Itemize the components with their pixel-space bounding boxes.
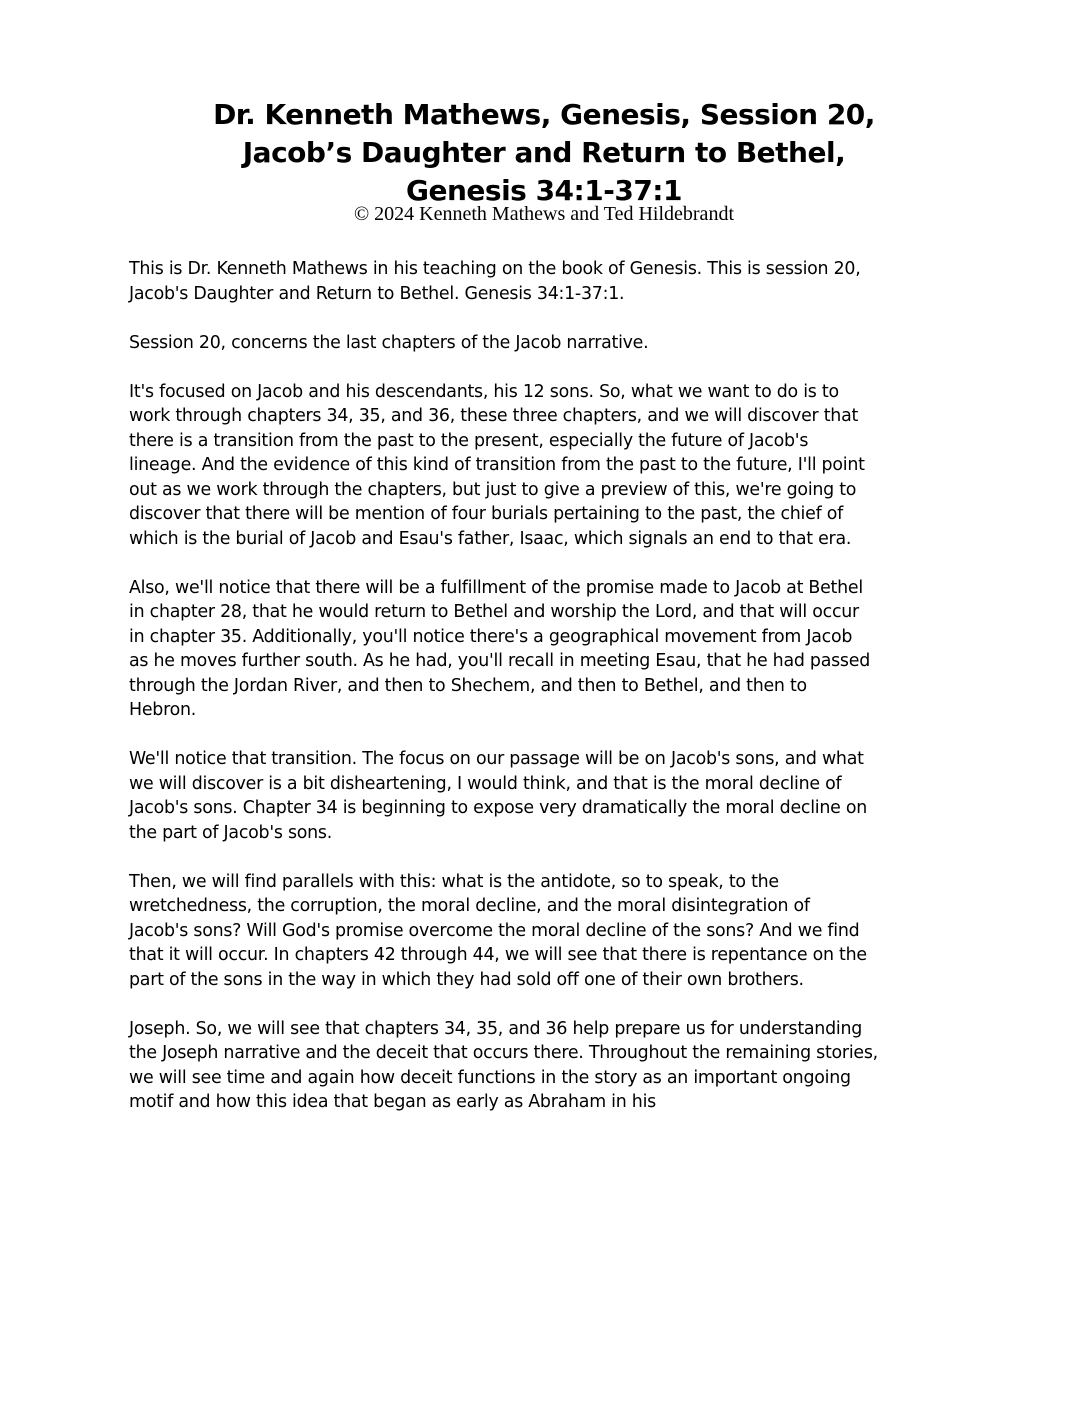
title-line: Dr. Kenneth Mathews, Genesis, Session 20, (213, 98, 875, 131)
paragraph: This is Dr. Kenneth Mathews in his teaching on the book of Genesis. This is session 20, Jacob's Daughter and Return to Bethel. Genesis 34:1-37:1. (129, 259, 861, 304)
paragraph: We'll notice that transition. The focus on our passage will be on Jacob's sons, and what we will discover is a bit disheartening, I would think, and that is the moral decline of Jacob's sons. Chapter 34 is beginning to expose very dramatically the moral decline on the part of Jacob's sons. (129, 749, 868, 843)
body-text (129, 257, 989, 1139)
document-title (0, 96, 1088, 210)
copyright-notice: © 2024 Kenneth Mathews and Ted Hildebrandt (353, 203, 734, 225)
title-line: Jacob’s Daughter and Return to Bethel, (242, 136, 846, 169)
paragraph: It's focused on Jacob and his descendants, his 12 sons. So, what we want to do is to work through chapters 34, 35, and 36, these three chapters, and we will discover that there is a transition from the past to the present, especially the future of Jacob's lineage. And the evidence of this kind of transition from the past to the future, I'll point out as we work through the chapters, but just to give a preview of this, we're going to discover that there will be mention of four burials pertaining to the past, the chief of which is the burial of Jacob and Esau's father, Isaac, which signals an end to that era. (129, 381, 865, 549)
paragraph: Joseph. So, we will see that chapters 34, 35, and 36 help prepare us for understanding the Joseph narrative and the deceit that occurs there. Throughout the remaining stories, we will see time and again how deceit functions in the story as an important ongoing motif and how this idea that began as early as Abraham in his (129, 1018, 878, 1112)
paragraph: Session 20, concerns the last chapters of the Jacob narrative. (129, 332, 649, 353)
paragraph: Then, we will find parallels with this: what is the antidote, so to speak, to the wretchedness, the corruption, the moral decline, and the moral disintegration of Jacob's sons? Will God's promise overcome the moral decline of the sons? And we find that it will occur. In chapters 42 through 44, we will see that there is repentance on the part of the sons in the way in which they had sold off one of their own brothers. (129, 871, 867, 990)
title-line: Genesis 34:1-37:1 (406, 174, 682, 207)
paragraph: Also, we'll notice that there will be a fulfillment of the promise made to Jacob at Bethel in chapter 28, that he would return to Bethel and worship the Lord, and that will occur in chapter 35. Additionally, you'll notice there's a geographical movement from Jacob as he moves further south. As he had, you'll recall in meeting Esau, that he had passed through the Jordan River, and then to Shechem, and then to Bethel, and then to Hebron. (129, 577, 870, 720)
